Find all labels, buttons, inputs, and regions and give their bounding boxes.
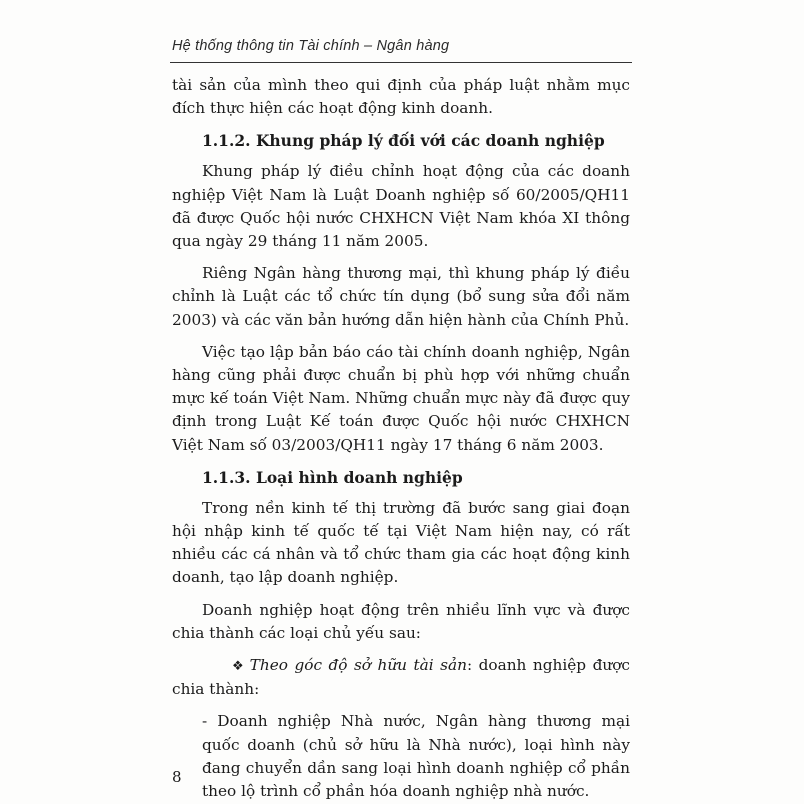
paragraph-112-2: Riêng Ngân hàng thương mại, thì khung pháp lý điều chỉnh là Luật các tổ chức tín dụng (bổ sung sửa đổi năm 2003) và các văn bản hướng dẫn hiện hành của Chính Phủ.	[172, 264, 630, 329]
bullet-item-ownership	[172, 654, 630, 701]
section-heading-1-1-2: 1.1.2. Khung pháp lý đối với các doanh nghiệp	[202, 131, 605, 151]
header-rule	[170, 62, 632, 63]
section-heading-1-1-3: 1.1.3. Loại hình doanh nghiệp	[202, 467, 463, 487]
bullet-rest-text: : doanh nghiệp được chia thành:	[172, 656, 630, 699]
bullet-lead-text: Theo góc độ sở hữu tài sản	[249, 656, 467, 675]
page-number: 8	[172, 768, 182, 786]
paragraph-113-2: Doanh nghiệp hoạt động trên nhiều lĩnh vực và được chia thành các loại chủ yếu sau:	[172, 600, 630, 642]
paragraph-112-1: Khung pháp lý điều chỉnh hoạt động của các doanh nghiệp Việt Nam là Luật Doanh nghiệp số 60/2005/QH11 đã được Quốc hội nước CHXHCN Việt Nam khóa XI thông qua ngày 29 tháng 11 năm 2005.	[172, 162, 630, 251]
paragraph-112-3: Việc tạo lập bản báo cáo tài chính doanh nghiệp, Ngân hàng cũng phải được chuẩn bị phù hợp với những chuẩn mực kế toán Việt Nam. Những chuẩn mực này đã được quy định trong Luật Kế toán được Quốc hội nước CHXHCN Việt Nam số 03/2003/QH11 ngày 17 tháng 6 năm 2003.	[172, 342, 630, 454]
diamond-bullet-icon: ❖	[232, 659, 244, 675]
paragraph-113-1: Trong nền kinh tế thị trường đã bước sang giai đoạn hội nhập kinh tế quốc tế tại Việt Nam hiện nay, có rất nhiều các cá nhân và tổ chức tham gia các hoạt động kinh doanh, tạo lập doanh nghiệp.	[172, 498, 630, 587]
dash-list-item: - Doanh nghiệp Nhà nước, Ngân hàng thương mại quốc doanh (chủ sở hữu là Nhà nước), loại hình này đang chuyển dần sang loại hình doanh nghiệp cổ phần theo lộ trình cổ phần hóa doanh nghiệp nhà nước.	[202, 712, 630, 801]
running-header: Hệ thống thông tin Tài chính – Ngân hàng	[172, 38, 450, 54]
body-text	[172, 74, 630, 812]
paragraph-continued: tài sản của mình theo qui định của pháp luật nhằm mục đích thực hiện các hoạt động kinh doanh.	[172, 76, 630, 118]
